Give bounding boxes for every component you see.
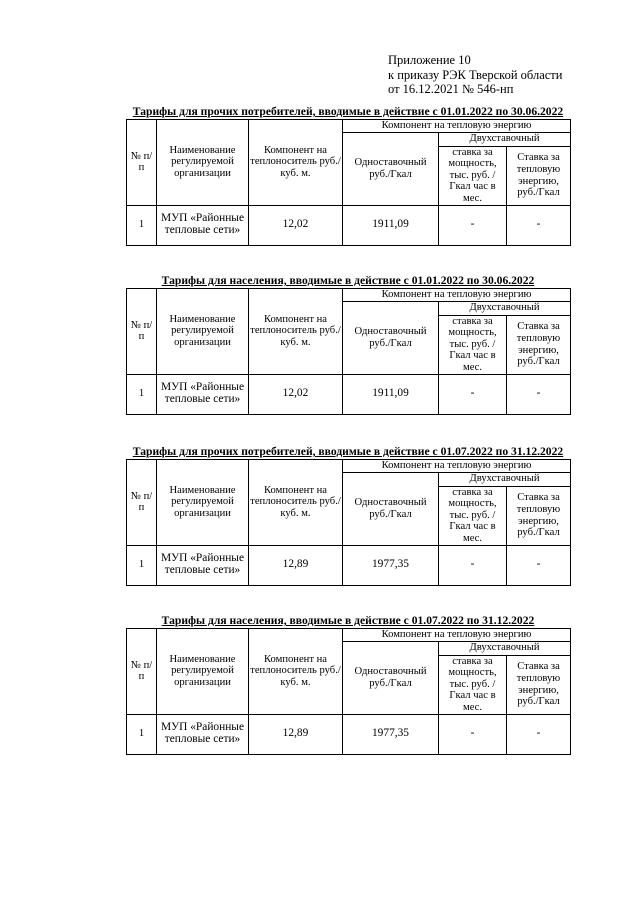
order-date: от 16.12.2021 № 546-нп [388,82,514,96]
organization-name: МУП «Районные тепловые сети» [157,205,249,245]
col-header-energy-rate: Ставка за тепловую энергию, руб./Гкал [507,655,571,714]
row-number: 1 [127,374,157,414]
col-header-organization: Наименование регулируемой организации [157,120,249,206]
col-header-number: № п/п [127,120,157,206]
tariff-table [126,628,571,755]
col-header-capacity-rate: ставка за мощность, тыс. руб. /Гкал час в мес. [439,655,507,714]
capacity-rate-value: - [439,545,507,585]
tariff-section [126,105,570,246]
col-header-two-rate: Двухставочный [439,132,571,146]
energy-rate-value: - [507,545,571,585]
single-rate-value: 1977,35 [343,545,439,585]
organization-name: МУП «Районные тепловые сети» [157,714,249,754]
col-header-single-rate: Одноставочный руб./Гкал [343,641,439,714]
col-header-organization: Наименование регулируемой организации [157,289,249,375]
col-header-number: № п/п [127,289,157,375]
tariff-section [126,274,570,415]
col-header-number: № п/п [127,460,157,546]
col-header-single-rate: Одноставочный руб./Гкал [343,472,439,545]
col-header-energy-group: Компонент на тепловую энергию [343,460,571,473]
organization-name: МУП «Районные тепловые сети» [157,374,249,414]
tariff-table-title: Тарифы для прочих потребителей, вводимые в действие с 01.01.2022 по 30.06.2022 [132,105,564,118]
tariff-table-title: Тарифы для населения, вводимые в действие с 01.01.2022 по 30.06.2022 [161,274,535,287]
col-header-energy-group: Компонент на тепловую энергию [343,629,571,642]
col-header-energy-rate: Ставка за тепловую энергию, руб./Гкал [507,315,571,374]
single-rate-value: 1911,09 [343,374,439,414]
col-header-two-rate: Двухставочный [439,641,571,655]
tariff-section [126,614,570,755]
col-header-capacity-rate: ставка за мощность, тыс. руб. /Гкал час в мес. [439,315,507,374]
capacity-rate-value: - [439,205,507,245]
table-row [127,374,571,414]
energy-rate-value: - [507,374,571,414]
organization-name: МУП «Районные тепловые сети» [157,545,249,585]
col-header-single-rate: Одноставочный руб./Гкал [343,301,439,374]
appendix-number: Приложение 10 [388,53,471,67]
energy-rate-value: - [507,205,571,245]
row-number: 1 [127,714,157,754]
appendix-header [388,53,562,97]
table-row [127,714,571,754]
single-rate-value: 1977,35 [343,714,439,754]
col-header-number: № п/п [127,629,157,715]
carrier-tariff-value: 12,02 [249,374,343,414]
row-number: 1 [127,205,157,245]
energy-rate-value: - [507,714,571,754]
carrier-tariff-value: 12,89 [249,714,343,754]
order-reference: к приказу РЭК Тверской области [388,67,563,82]
col-header-organization: Наименование регулируемой организации [157,629,249,715]
col-header-energy-group: Компонент на тепловую энергию [343,120,571,133]
col-header-capacity-rate: ставка за мощность, тыс. руб. /Гкал час в мес. [439,486,507,545]
col-header-capacity-rate: ставка за мощность, тыс. руб. /Гкал час в мес. [439,146,507,205]
tariff-table [126,459,571,586]
col-header-organization: Наименование регулируемой организации [157,460,249,546]
col-header-two-rate: Двухставочный [439,472,571,486]
capacity-rate-value: - [439,714,507,754]
col-header-single-rate: Одноставочный руб./Гкал [343,132,439,205]
single-rate-value: 1911,09 [343,205,439,245]
carrier-tariff-value: 12,89 [249,545,343,585]
col-header-carrier: Компонент на теплоноситель руб./куб. м. [249,289,343,375]
table-row [127,545,571,585]
col-header-two-rate: Двухставочный [439,301,571,315]
col-header-energy-rate: Ставка за тепловую энергию, руб./Гкал [507,486,571,545]
col-header-energy-rate: Ставка за тепловую энергию, руб./Гкал [507,146,571,205]
tariff-table [126,288,571,415]
tariff-table-title: Тарифы для населения, вводимые в действие с 01.07.2022 по 31.12.2022 [161,614,535,627]
row-number: 1 [127,545,157,585]
capacity-rate-value: - [439,374,507,414]
carrier-tariff-value: 12,02 [249,205,343,245]
col-header-carrier: Компонент на теплоноситель руб./куб. м. [249,629,343,715]
table-row [127,205,571,245]
tariff-table [126,119,571,246]
tariff-section [126,445,570,586]
col-header-carrier: Компонент на теплоноситель руб./куб. м. [249,120,343,206]
col-header-energy-group: Компонент на тепловую энергию [343,289,571,302]
col-header-carrier: Компонент на теплоноситель руб./куб. м. [249,460,343,546]
tariff-table-title: Тарифы для прочих потребителей, вводимые в действие с 01.07.2022 по 31.12.2022 [132,445,564,458]
